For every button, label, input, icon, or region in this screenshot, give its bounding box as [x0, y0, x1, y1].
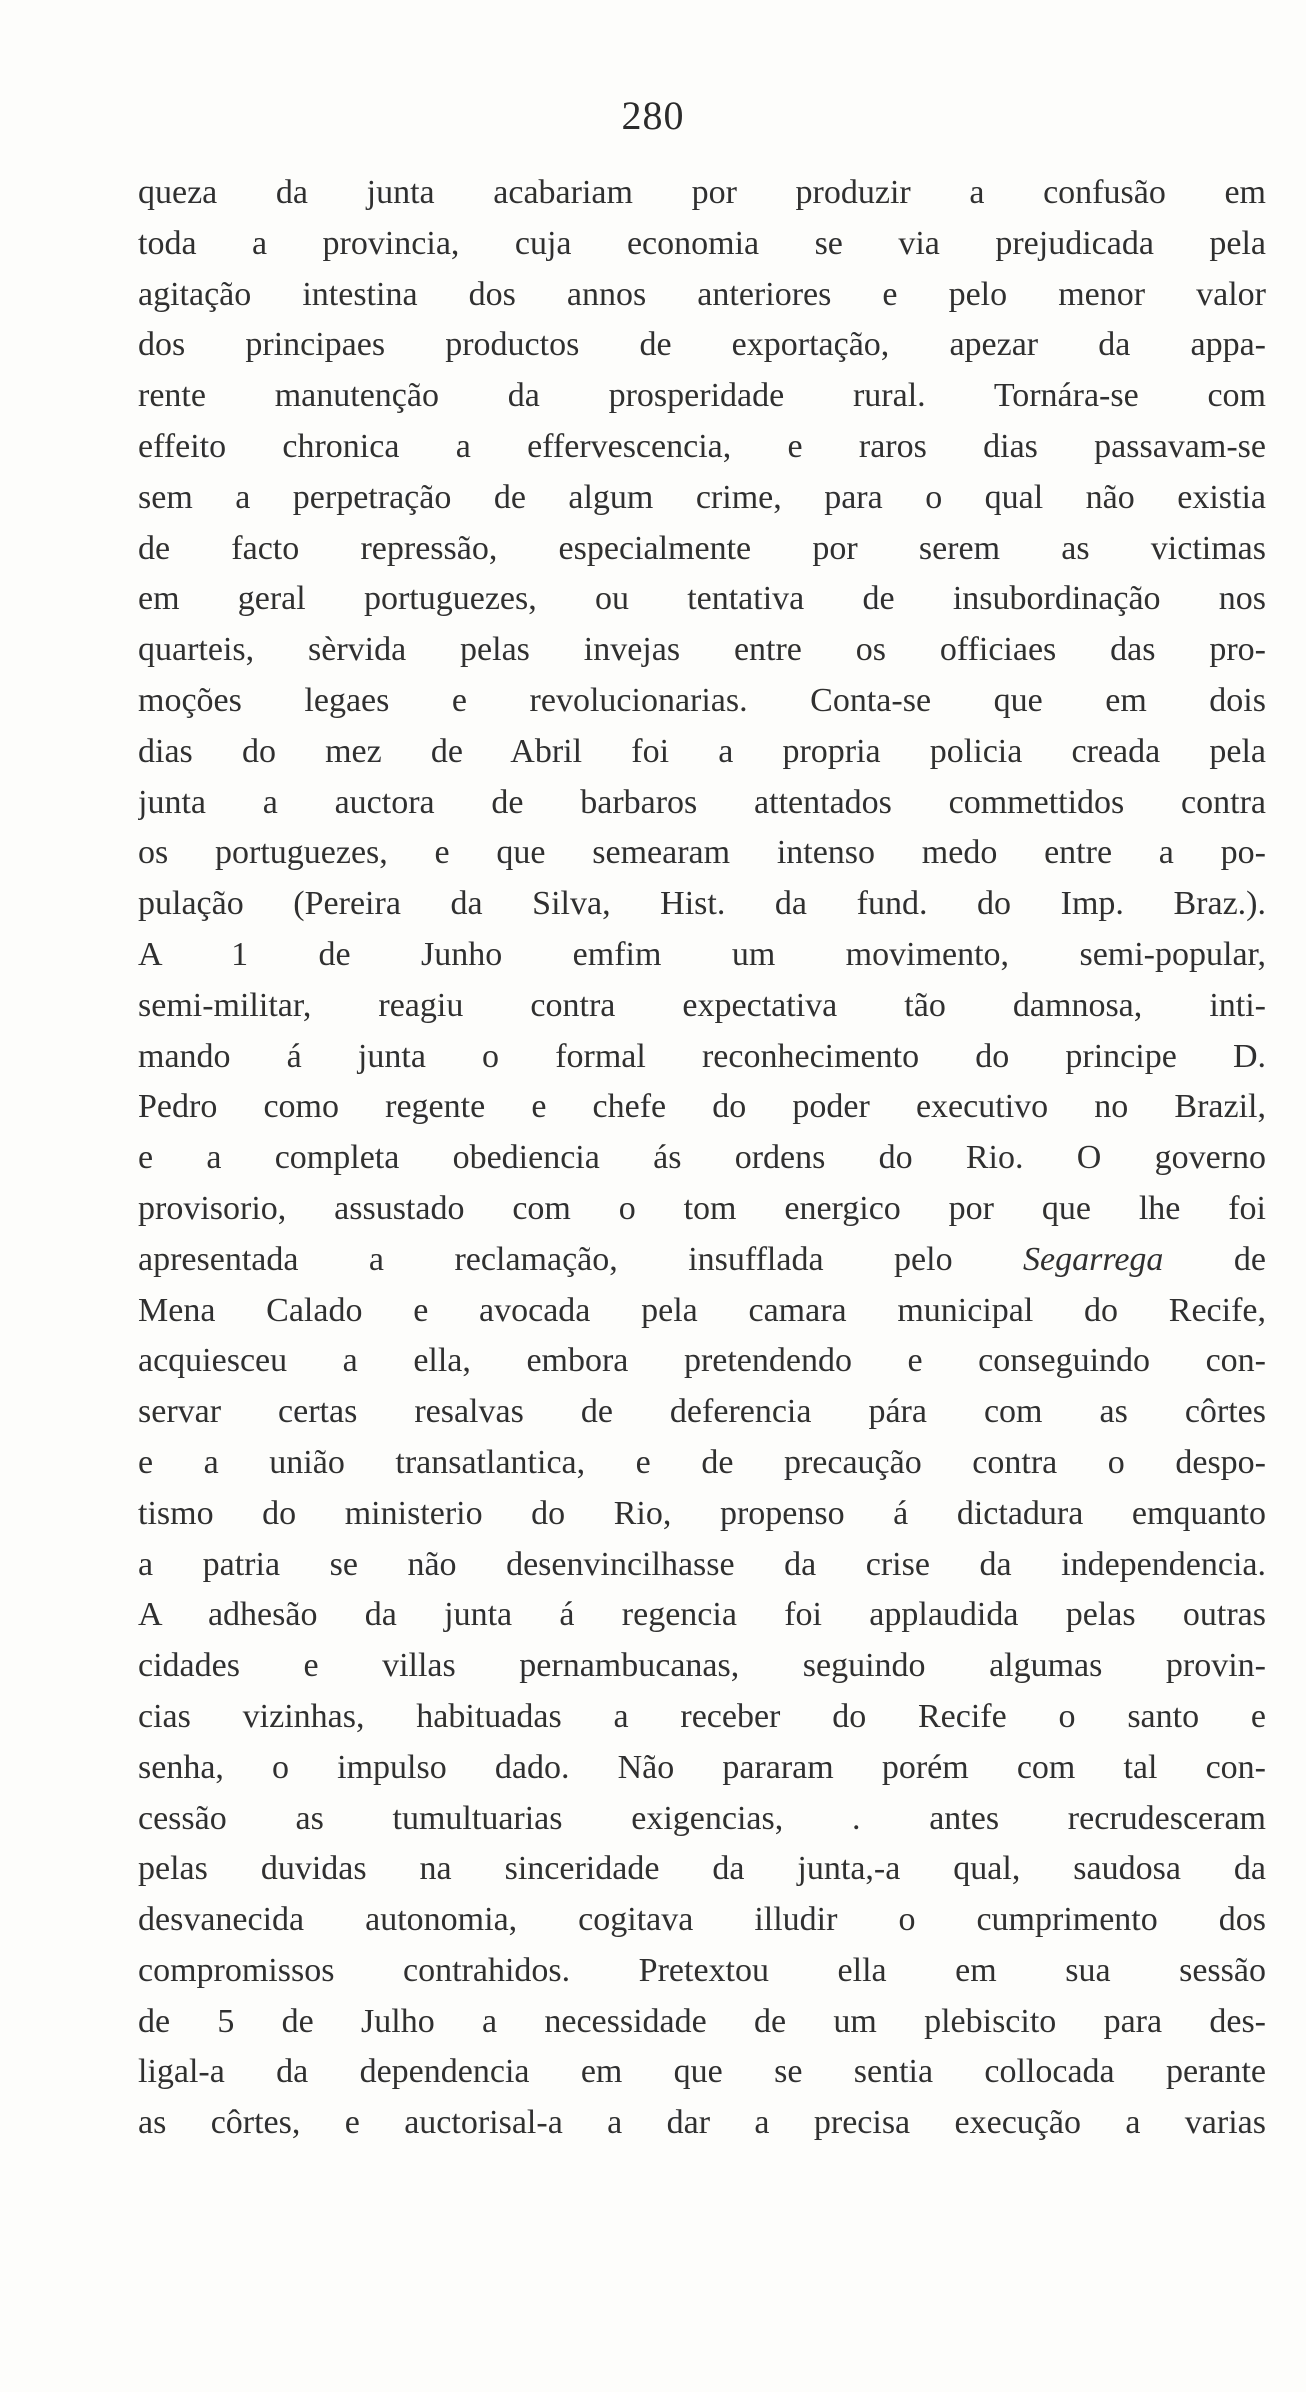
- text-line: Pedro como regente e chefe do poder executivo no Brazil,: [138, 1088, 1266, 1126]
- text-line: junta a auctora de barbaros attentados commettidos contra: [138, 783, 1266, 821]
- text-line: agitação intestina dos annos anteriores e pelo menor valor: [138, 275, 1266, 313]
- text-line: de 5 de Julho a necessidade de um plebiscito para des-: [138, 2002, 1266, 2040]
- text-line: Mena Calado e avocada pela camara municipal do Recife,: [138, 1291, 1266, 1329]
- text-line: effeito chronica a effervescencia, e raros dias passavam-se: [138, 427, 1266, 465]
- text-line: compromissos contrahidos. Pretextou ella em sua sessão: [138, 1951, 1266, 1989]
- text-line: acquiesceu a ella, embora pretendendo e conseguindo con-: [138, 1342, 1266, 1380]
- text-line: mando á junta o formal reconhecimento do principe D.: [138, 1037, 1266, 1075]
- text-line: provisorio, assustado com o tom energico por que lhe foi: [138, 1189, 1266, 1227]
- text-segment: apresentada a reclamação, insufflada pelo: [138, 1240, 1024, 1278]
- text-segment: de: [1163, 1240, 1266, 1278]
- text-line: os portuguezes, e que semearam intenso medo entre a po-: [138, 834, 1266, 872]
- text-line: desvanecida autonomia, cogitava illudir o cumprimento dos: [138, 1901, 1266, 1939]
- text-line: dias do mez de Abril foi a propria policia creada pela: [138, 732, 1266, 770]
- page-number: 280: [621, 93, 685, 138]
- text-line: de facto repressão, especialmente por serem as victimas: [138, 529, 1266, 567]
- text-line: servar certas resalvas de deferencia pára com as côrtes: [138, 1393, 1266, 1431]
- body-text: [138, 168, 1266, 2149]
- text-line: as côrtes, e auctorisal-a a dar a precisa execução a varias: [138, 2104, 1266, 2142]
- text-line: queza da junta acabariam por produzir a confusão em: [138, 174, 1266, 211]
- text-line: cias vizinhas, habituadas a receber do Recife o santo e: [138, 1697, 1266, 1735]
- text-line: em geral portuguezes, ou tentativa de insubordinação nos: [138, 580, 1266, 618]
- text-line: cidades e villas pernambucanas, seguindo algumas provin-: [138, 1647, 1266, 1685]
- text-line: semi-militar, reagiu contra expectativa tão damnosa, inti-: [138, 986, 1266, 1024]
- text-line: tismo do ministerio do Rio, propenso á dictadura emquanto: [138, 1494, 1266, 1532]
- text-line: e a completa obediencia ás ordens do Rio. O governo: [138, 1139, 1266, 1177]
- text-line: dos principaes productos de exportação, apezar da appa-: [138, 326, 1266, 364]
- text-line: sem a perpetração de algum crime, para o qual não existia: [138, 478, 1266, 516]
- text-line: toda a provincia, cuja economia se via prejudicada pela: [138, 224, 1266, 262]
- text-line: pulação (Pereira da Silva, Hist. da fund. do Imp. Braz.).: [138, 885, 1266, 923]
- text-line: pelas duvidas na sinceridade da junta,-a qual, saudosa da: [138, 1850, 1266, 1888]
- text-line: senha, o impulso dado. Não pararam porém com tal con-: [138, 1748, 1266, 1786]
- italic-title: Segarrega: [1023, 1240, 1164, 1278]
- text-line: A 1 de Junho emfim um movimento, semi-popular,: [138, 935, 1266, 973]
- text-line-with-italic: [138, 1235, 1266, 1286]
- text-line: ligal-a da dependencia em que se sentia collocada perante: [138, 2053, 1266, 2091]
- text-line: rente manutenção da prosperidade rural. Tornára-se com: [138, 377, 1266, 415]
- text-line: cessão as tumultuarias exigencias, . antes recrudesceram: [138, 1799, 1266, 1837]
- text-line: quarteis, sèrvida pelas invejas entre os officiaes das pro-: [138, 631, 1266, 669]
- text-line: moções legaes e revolucionarias. Conta-se que em dois: [138, 681, 1266, 719]
- text-line: A adhesão da junta á regencia foi applaudida pelas outras: [138, 1596, 1266, 1634]
- text-line: a patria se não desenvincilhasse da crise da independencia.: [138, 1545, 1266, 1583]
- text-line: e a união transatlantica, e de precaução contra o despo-: [138, 1443, 1266, 1481]
